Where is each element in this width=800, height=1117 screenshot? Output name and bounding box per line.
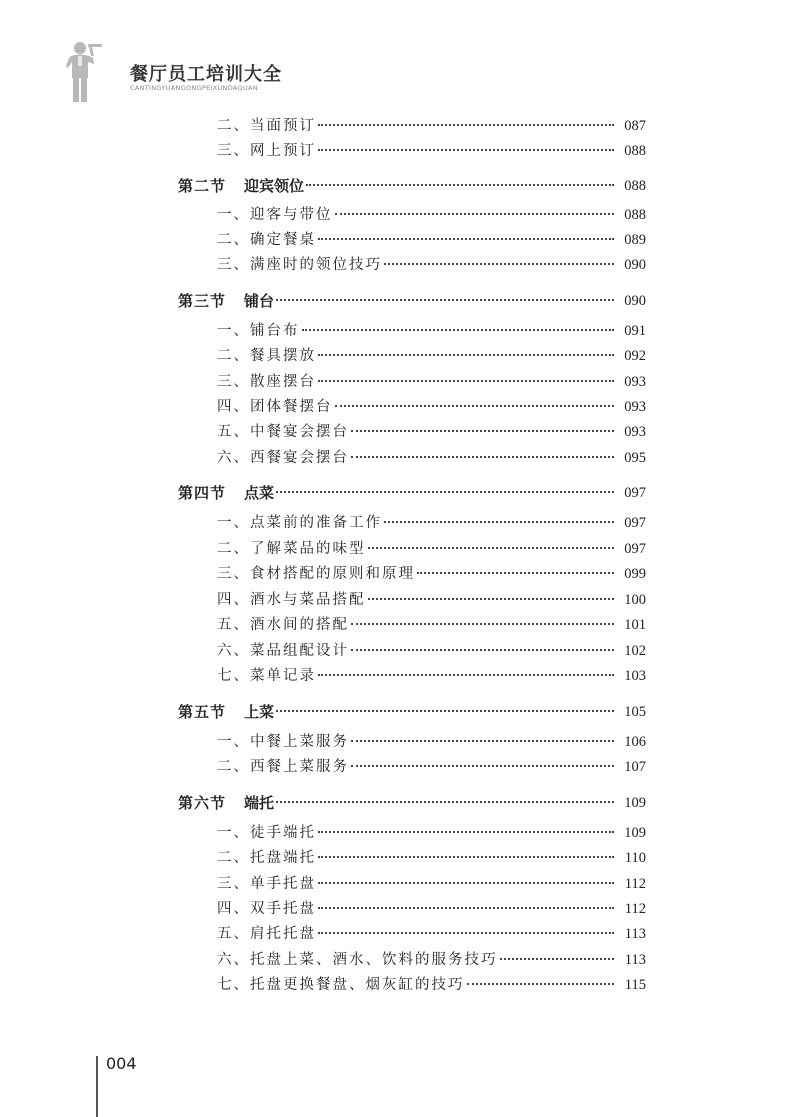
toc-item-label: 三、满座时的领位技巧 (217, 257, 382, 273)
toc-section-row (0, 479, 800, 503)
dot-leader (318, 124, 614, 126)
toc-section-row (0, 287, 800, 311)
toc-page-number: 088 (624, 143, 646, 159)
dot-leader (276, 710, 614, 712)
toc-page-number: 099 (624, 566, 646, 582)
toc-page-number: 090 (624, 257, 646, 273)
toc-item-row (0, 112, 800, 136)
toc-item-row (0, 728, 800, 752)
toc-page-number: 092 (624, 348, 646, 364)
toc-page-number: 088 (624, 178, 646, 194)
dot-leader (384, 521, 614, 523)
dot-leader (351, 623, 614, 625)
dot-leader (318, 907, 614, 909)
toc-page-number: 107 (624, 759, 646, 775)
toc-section-number: 第四节 (178, 484, 227, 502)
toc-item-row (0, 870, 800, 894)
dot-leader (318, 856, 614, 858)
toc-page-number: 097 (624, 515, 646, 531)
footer-rule (96, 1056, 98, 1117)
dot-leader (318, 380, 614, 382)
toc-section-row (0, 789, 800, 813)
dot-leader (318, 354, 614, 356)
toc-section-title: 迎宾领位 (244, 177, 305, 195)
toc-section-heading (178, 793, 274, 813)
toc-page-number: 112 (624, 876, 646, 892)
dot-leader (368, 598, 614, 600)
toc-item-label: 一、徒手端托 (217, 825, 316, 841)
dot-leader (335, 405, 614, 407)
toc-item-label: 三、食材搭配的原则和原理 (217, 566, 415, 582)
dot-leader (318, 882, 614, 884)
dot-leader (351, 430, 614, 432)
dot-leader (351, 765, 614, 767)
toc-page-number: 091 (624, 323, 646, 339)
toc-section-heading (178, 702, 274, 722)
dot-leader (276, 299, 614, 301)
toc-item-label: 一、中餐上菜服务 (217, 734, 349, 750)
toc-item-row (0, 637, 800, 661)
toc-item-row (0, 753, 800, 777)
dot-leader (318, 831, 614, 833)
dot-leader (351, 649, 614, 651)
dot-leader (351, 456, 614, 458)
toc-page-number: 097 (624, 541, 646, 557)
toc-item-row (0, 662, 800, 686)
dot-leader (302, 329, 614, 331)
toc-item-label: 二、托盘端托 (217, 850, 316, 866)
toc-item-row (0, 509, 800, 533)
toc-page-number: 102 (624, 643, 646, 659)
toc-item-row (0, 946, 800, 970)
toc-item-row (0, 137, 800, 161)
toc-item-label: 二、当面预订 (217, 118, 316, 134)
toc-page-number: 100 (624, 592, 646, 608)
page-number: 004 (106, 1054, 137, 1073)
toc-item-row (0, 444, 800, 468)
toc-section-number: 第六节 (178, 794, 227, 812)
dot-leader (318, 674, 614, 676)
toc-item-label: 五、肩托托盘 (217, 926, 316, 942)
toc-item-row (0, 368, 800, 392)
toc-section-title: 上菜 (244, 703, 275, 721)
dot-leader (500, 958, 614, 960)
toc-item-row (0, 418, 800, 442)
toc-page-number: 105 (624, 704, 646, 720)
dot-leader (276, 491, 614, 493)
dot-leader (384, 263, 614, 265)
toc-item-label: 二、西餐上菜服务 (217, 759, 349, 775)
toc-page-number: 101 (624, 617, 646, 633)
toc-section-heading (178, 176, 304, 196)
toc-item-row (0, 971, 800, 995)
toc-item-label: 二、了解菜品的味型 (217, 541, 366, 557)
toc-item-row (0, 560, 800, 584)
toc-page-number: 093 (624, 399, 646, 415)
toc-page-number: 106 (624, 734, 646, 750)
toc-item-label: 二、餐具摆放 (217, 348, 316, 364)
toc-page-number: 097 (624, 485, 646, 501)
toc-page-number: 088 (624, 207, 646, 223)
toc-item-label: 三、散座摆台 (217, 374, 316, 390)
toc-section-number: 第五节 (178, 703, 227, 721)
toc-item-row (0, 226, 800, 250)
dot-leader (417, 572, 614, 574)
dot-leader (467, 983, 614, 985)
toc-item-row (0, 251, 800, 275)
dot-leader (351, 740, 614, 742)
toc-item-row (0, 895, 800, 919)
toc-item-label: 四、团体餐摆台 (217, 399, 333, 415)
toc-item-row (0, 611, 800, 635)
toc-item-label: 六、托盘上菜、酒水、饮料的服务技巧 (217, 952, 498, 968)
dot-leader (276, 801, 614, 803)
toc-item-label: 二、确定餐桌 (217, 232, 316, 248)
toc-item-label: 四、酒水与菜品搭配 (217, 592, 366, 608)
toc-page-number: 113 (624, 926, 646, 942)
toc-section-heading (178, 291, 274, 311)
toc-item-label: 一、点菜前的准备工作 (217, 515, 382, 531)
toc-page-number: 110 (624, 850, 646, 866)
toc-item-label: 六、西餐宴会摆台 (217, 450, 349, 466)
toc-section-title: 铺台 (244, 292, 275, 310)
toc-item-label: 三、网上预订 (217, 143, 316, 159)
book-title: 餐厅员工培训大全 (130, 64, 282, 85)
toc-item-row (0, 920, 800, 944)
toc-page-number: 109 (624, 825, 646, 841)
toc-page-number: 112 (624, 901, 646, 917)
toc-page-number: 087 (624, 118, 646, 134)
toc-section-title: 端托 (244, 794, 275, 812)
toc-page-number: 090 (624, 293, 646, 309)
toc-item-label: 七、菜单记录 (217, 668, 316, 684)
dot-leader (318, 238, 614, 240)
toc-item-row (0, 586, 800, 610)
dot-leader (368, 547, 614, 549)
dot-leader (318, 932, 614, 934)
toc-item-row (0, 317, 800, 341)
toc-item-row (0, 201, 800, 225)
toc-page-number: 095 (624, 450, 646, 466)
toc-item-label: 六、菜品组配设计 (217, 643, 349, 659)
toc-section-title: 点菜 (244, 484, 275, 502)
toc-section-number: 第三节 (178, 292, 227, 310)
toc-page-number: 103 (624, 668, 646, 684)
toc-item-row (0, 393, 800, 417)
toc-item-label: 一、迎客与带位 (217, 207, 333, 223)
toc-item-label: 五、酒水间的搭配 (217, 617, 349, 633)
toc-page-number: 093 (624, 374, 646, 390)
toc-item-label: 四、双手托盘 (217, 901, 316, 917)
toc-item-row (0, 844, 800, 868)
toc-item-label: 一、铺台布 (217, 323, 300, 339)
toc-page-number: 093 (624, 424, 646, 440)
dot-leader (318, 149, 614, 151)
toc-page-number: 115 (624, 977, 646, 993)
dot-leader (335, 213, 614, 215)
toc-item-label: 五、中餐宴会摆台 (217, 424, 349, 440)
toc-item-row (0, 819, 800, 843)
toc-item-row (0, 342, 800, 366)
toc-page-number: 089 (624, 232, 646, 248)
toc-page-number: 109 (624, 795, 646, 811)
toc-section-row (0, 172, 800, 196)
toc-section-number: 第二节 (178, 177, 227, 195)
book-subtitle: CANTINGYUANGONGPEIXUNDAQUAN (130, 84, 258, 92)
toc-item-label: 三、单手托盘 (217, 876, 316, 892)
toc-section-row (0, 698, 800, 722)
dot-leader (306, 184, 614, 186)
toc-page-number: 113 (624, 952, 646, 968)
toc-section-heading (178, 483, 274, 503)
toc-item-row (0, 535, 800, 559)
toc-item-label: 七、托盘更换餐盘、烟灰缸的技巧 (217, 977, 465, 993)
